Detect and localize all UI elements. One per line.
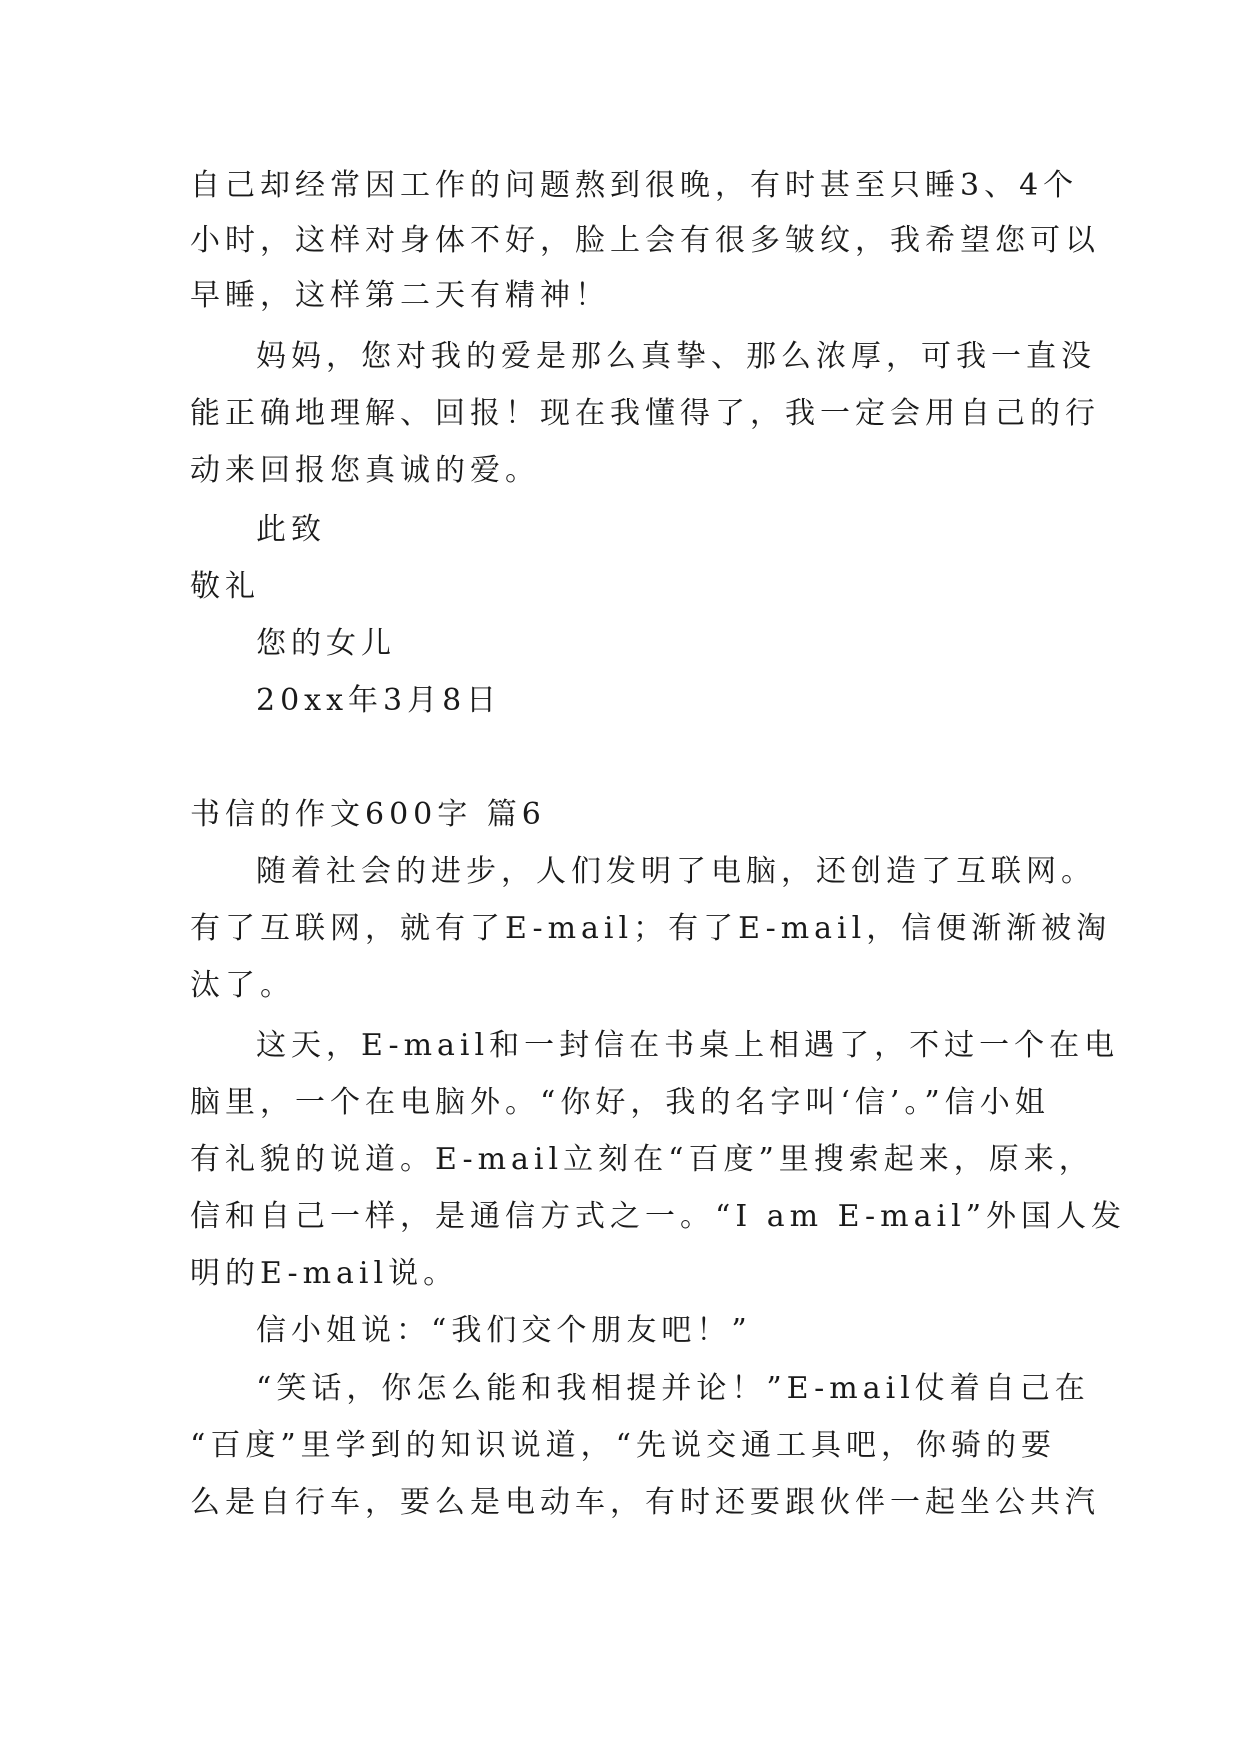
paragraph-line: 小时，这样对身体不好，脸上会有很多皱纹，我希望您可以 xyxy=(190,223,1100,258)
paragraph-line: 明的E-mail说。 xyxy=(190,1256,459,1291)
paragraph-line: 么是自行车，要么是电动车，有时还要跟伙伴一起坐公共汽 xyxy=(190,1485,1100,1520)
closing-salutation: 此致 xyxy=(256,512,326,547)
paragraph-line: 妈妈，您对我的爱是那么真挚、那么浓厚，可我一直没 xyxy=(256,339,1096,374)
signature: 您的女儿 xyxy=(256,626,396,661)
paragraph-line: 随着社会的进步，人们发明了电脑，还创造了互联网。 xyxy=(256,854,1096,889)
paragraph-line: “百度”里学到的知识说道，“先说交通工具吧，你骑的要 xyxy=(190,1428,1057,1463)
paragraph-line: 这天，E-mail和一封信在书桌上相遇了，不过一个在电 xyxy=(256,1028,1120,1063)
paragraph-line: 有礼貌的说道。E-mail立刻在“百度”里搜索起来，原来， xyxy=(190,1142,1094,1177)
paragraph-line: 信和自己一样，是通信方式之一。“I am E-mail”外国人发 xyxy=(190,1199,1127,1234)
section-title: 书信的作文600字 篇6 xyxy=(190,797,546,832)
paragraph-line: 脑里，一个在电脑外。“你好，我的名字叫‘信’。”信小姐 xyxy=(190,1085,1050,1120)
paragraph-line: 动来回报您真诚的爱。 xyxy=(190,453,540,488)
paragraph-line: 能正确地理解、回报！现在我懂得了，我一定会用自己的行 xyxy=(190,396,1100,431)
paragraph-line: “笑话，你怎么能和我相提并论！”E-mail仗着自己在 xyxy=(256,1371,1090,1406)
letter-date: 20xx年3月8日 xyxy=(256,683,502,718)
paragraph-line: 信小姐说：“我们交个朋友吧！” xyxy=(256,1313,752,1348)
paragraph-line: 自己却经常因工作的问题熬到很晚，有时甚至只睡3、4个 xyxy=(190,168,1079,203)
closing-regards: 敬礼 xyxy=(190,569,260,604)
paragraph-line: 有了互联网，就有了E-mail；有了E-mail，信便渐渐被淘 xyxy=(190,911,1112,946)
paragraph-line: 汰了。 xyxy=(190,968,295,1003)
paragraph-line: 早睡，这样第二天有精神！ xyxy=(190,278,610,313)
